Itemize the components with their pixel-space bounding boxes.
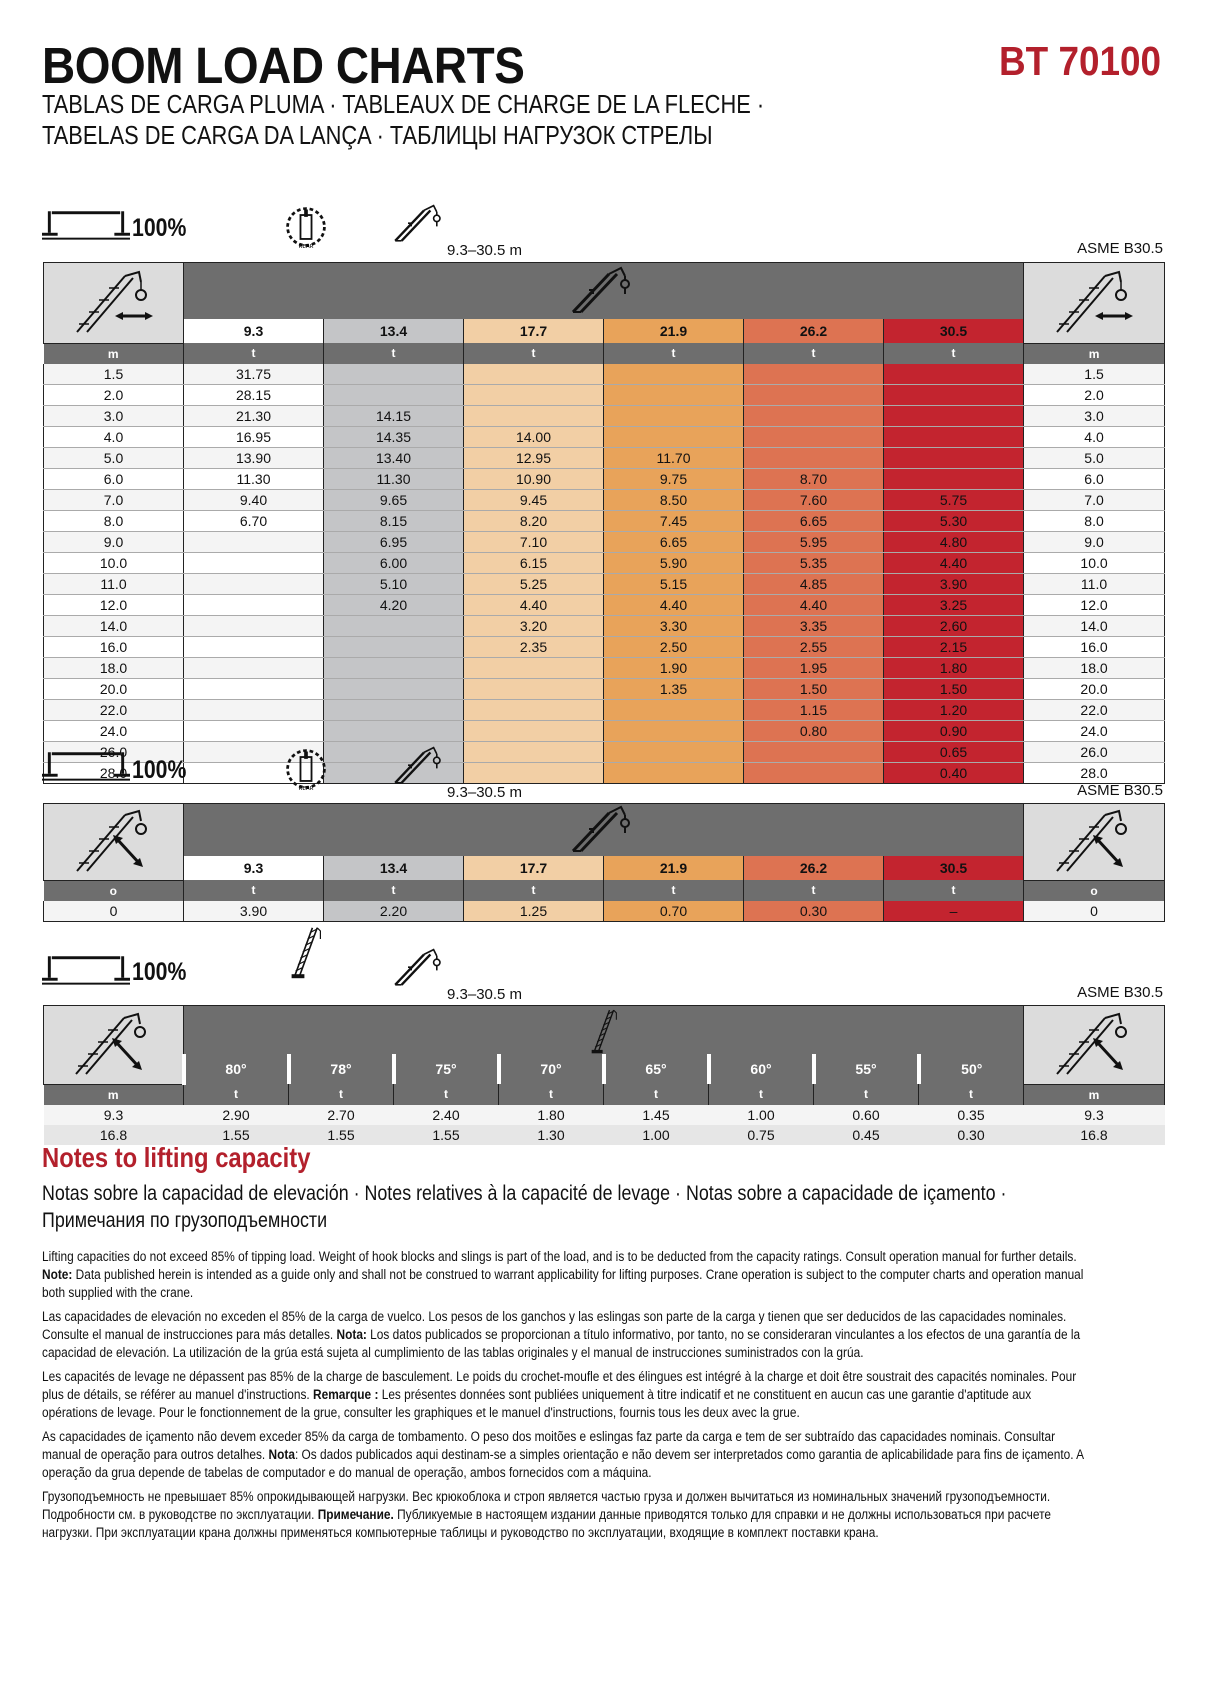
radius-cell: 5.0	[44, 447, 184, 468]
boom-length-header: 9.3	[184, 319, 324, 343]
radius-cell: 20.0	[44, 678, 184, 699]
capacity-cell: 3.90	[884, 573, 1024, 594]
capacity-cell	[464, 741, 604, 762]
radius-icon-right	[1024, 263, 1165, 344]
capacity-cell: 0.90	[884, 720, 1024, 741]
boom-length-header: 30.5	[884, 856, 1024, 880]
unit-label: t	[324, 343, 464, 364]
angle-icon-left	[44, 1006, 184, 1085]
capacity-cell: 2.20	[324, 901, 464, 922]
unit-label: t	[604, 880, 744, 901]
boom-length-header: 26.2	[744, 856, 884, 880]
capacity-cell	[184, 636, 324, 657]
capacity-cell: 0.80	[744, 720, 884, 741]
capacity-cell: 4.80	[884, 531, 1024, 552]
capacity-cell	[184, 594, 324, 615]
capacity-cell	[744, 741, 884, 762]
jib-angle-header: 75°	[394, 1054, 499, 1084]
capacity-cell: 5.15	[604, 573, 744, 594]
unit-label: t	[464, 343, 604, 364]
capacity-cell: 31.75	[184, 364, 324, 385]
table-row	[44, 720, 1165, 741]
capacity-cell: 1.25	[464, 901, 604, 922]
unit-label: t	[184, 343, 324, 364]
radius-cell: 24.0	[44, 720, 184, 741]
capacity-cell	[184, 552, 324, 573]
unit-label: m	[1024, 343, 1165, 364]
capacity-cell: 5.90	[604, 552, 744, 573]
capacity-cell: 2.35	[464, 636, 604, 657]
subtitle-line-1: TABLAS DE CARGA PLUMA · TABLEAUX DE CHARGE DE LA FLECHE ·	[42, 89, 765, 119]
capacity-cell: 5.75	[884, 489, 1024, 510]
capacity-cell	[604, 364, 744, 385]
capacity-cell: 14.00	[464, 426, 604, 447]
boom-icon	[392, 948, 448, 988]
outrigger-icon	[42, 205, 130, 241]
capacity-cell: 9.45	[464, 489, 604, 510]
boom-range: 9.3–30.5 m	[447, 242, 523, 259]
standard-label: ASME B30.5	[1077, 782, 1163, 799]
radius-cell: 16.0	[1024, 636, 1165, 657]
capacity-cell: 5.10	[324, 573, 464, 594]
boom-length-header: 30.5	[884, 319, 1024, 343]
radius-cell: 4.0	[44, 426, 184, 447]
radius-cell: 28.0	[44, 762, 184, 783]
capacity-cell	[184, 531, 324, 552]
table-row	[44, 384, 1165, 405]
table-row	[44, 510, 1165, 531]
capacity-cell	[324, 720, 464, 741]
boom-icon	[392, 746, 448, 786]
notes-subtitle-2: Примечания по грузоподъемности	[42, 1209, 328, 1232]
capacity-cell: 8.50	[604, 489, 744, 510]
capacity-cell	[324, 657, 464, 678]
capacity-cell	[324, 384, 464, 405]
angle-cell: 0	[44, 901, 184, 922]
radius-cell: 16.8	[1024, 1125, 1165, 1145]
capacity-cell: 7.45	[604, 510, 744, 531]
capacity-cell	[744, 426, 884, 447]
capacity-cell: 1.55	[184, 1125, 289, 1145]
page-title: BOOM LOAD CHARTS	[42, 37, 525, 94]
capacity-cell: 7.60	[744, 489, 884, 510]
table-row	[44, 405, 1165, 426]
radius-cell: 22.0	[44, 699, 184, 720]
note-russian: Грузоподъемность не превышает 85% опрокидывающей нагрузки. Вес крюкоблока и строп является частью груза и должен вычитаться из номинальных значений грузоподъемности. Подробности см. в руководстве по эксплуатации. Примечание. Публикуемые в настоящем издании данные приводятся только для справки и не должны использоваться при расчете нагрузки. При эксплуатации крана должны применяться компьютерные таблицы и руководство по эксплуатации, входящие в комплект поставки крана.	[42, 1489, 1051, 1540]
capacity-cell: 4.40	[604, 594, 744, 615]
capacity-cell: 0.70	[604, 901, 744, 922]
boom-length-header: 17.7	[464, 856, 604, 880]
capacity-cell: 2.70	[289, 1105, 394, 1125]
capacity-cell: 0.35	[919, 1105, 1024, 1125]
radius-cell: 4.0	[1024, 426, 1165, 447]
radius-cell: 5.0	[1024, 447, 1165, 468]
capacity-cell: 7.10	[464, 531, 604, 552]
jib-banner	[184, 1006, 1024, 1055]
boom-icon	[392, 204, 448, 244]
capacity-cell: 6.70	[184, 510, 324, 531]
table-row	[44, 447, 1165, 468]
capacity-cell: 3.20	[464, 615, 604, 636]
standard-label: ASME B30.5	[1077, 984, 1163, 1001]
capacity-cell	[604, 699, 744, 720]
capacity-cell: 11.30	[184, 468, 324, 489]
capacity-cell	[604, 384, 744, 405]
capacity-cell: 0.30	[744, 901, 884, 922]
table-row	[44, 364, 1165, 385]
note-portuguese: As capacidades de içamento não devem exceder 85% da carga de tombamento. O peso dos moitões e eslingas faz parte da carga e tem de ser subtraído das capacidades nominais. Consultar manual de operação para outros detalhes. Nota: Os dados publicados aqui destinam-se a simples orientação e não devem ser interpretados como garantia de aplicabilidade para fins de içamento. A operação da grua depende de tabelas de computador e do manual de operação, ambos fornecidos com a máquina.	[42, 1429, 1084, 1480]
unit-label: t	[394, 1084, 499, 1105]
subtitle-line-2: TABELAS DE CARGA DA LANÇA · ТАБЛИЦЫ НАГРУЗОК СТРЕЛЫ	[42, 120, 713, 150]
capacity-cell	[324, 678, 464, 699]
capacity-cell: 10.90	[464, 468, 604, 489]
table-row	[44, 573, 1165, 594]
outrigger-percent: 100%	[132, 214, 187, 242]
table-row	[44, 678, 1165, 699]
capacity-cell: –	[884, 901, 1024, 922]
unit-label: t	[604, 343, 744, 364]
radius-cell: 16.0	[44, 636, 184, 657]
capacity-cell: 1.55	[394, 1125, 499, 1145]
capacity-cell	[184, 699, 324, 720]
capacity-cell: 5.35	[744, 552, 884, 573]
boom-length-header: 21.9	[604, 319, 744, 343]
load-chart-angle	[43, 803, 1165, 922]
angle-icon-right	[1024, 1006, 1165, 1085]
radius-cell: 11.0	[1024, 573, 1165, 594]
radius-cell: 3.0	[44, 405, 184, 426]
capacity-cell: 4.40	[744, 594, 884, 615]
unit-label: t	[744, 343, 884, 364]
capacity-cell: 8.20	[464, 510, 604, 531]
unit-label: t	[184, 1084, 289, 1105]
capacity-cell: 13.40	[324, 447, 464, 468]
outrigger-percent: 100%	[132, 958, 187, 986]
capacity-cell: 6.95	[324, 531, 464, 552]
radius-cell: 2.0	[1024, 384, 1165, 405]
capacity-cell	[604, 741, 744, 762]
note-french: Les capacités de levage ne dépassent pas 85% de la charge de basculement. Le poids du crochet-moufle et des élingues est intégré à la charge et doit être soustrait des capacités nominales. Pour plus de détails, se référer au manuel d'instructions. Remarque : Les présentes données sont publiées uniquement à titre indicatif et ne constituent en aucun cas une garantie d'aptitude aux opérations de levage. Pour le fonctionnement de la grue, consulter les graphiques et le manuel d'instructions, fournis tous les deux avec la grue.	[42, 1369, 1077, 1420]
capacity-cell: 3.90	[184, 901, 324, 922]
capacity-cell	[604, 720, 744, 741]
boom-length-header: 13.4	[324, 856, 464, 880]
capacity-cell: 6.65	[744, 510, 884, 531]
capacity-cell	[464, 364, 604, 385]
unit-label: t	[919, 1084, 1024, 1105]
capacity-cell: 2.90	[184, 1105, 289, 1125]
capacity-cell: 11.30	[324, 468, 464, 489]
table-row	[44, 901, 1165, 922]
capacity-cell: 2.60	[884, 615, 1024, 636]
boom-length-header: 13.4	[324, 319, 464, 343]
jib-angle-header: 50°	[919, 1054, 1024, 1084]
table-row	[44, 1105, 1165, 1125]
boom-length-banner	[184, 804, 1024, 857]
capacity-cell: 5.95	[744, 531, 884, 552]
capacity-cell: 0.45	[814, 1125, 919, 1145]
unit-label: o	[44, 880, 184, 901]
radius-cell: 10.0	[44, 552, 184, 573]
outrigger-icon	[42, 950, 130, 986]
capacity-cell: 5.30	[884, 510, 1024, 531]
capacity-cell: 1.50	[884, 678, 1024, 699]
capacity-cell: 1.90	[604, 657, 744, 678]
outrigger-percent: 100%	[132, 756, 187, 784]
radius-cell: 14.0	[1024, 615, 1165, 636]
unit-label: t	[184, 880, 324, 901]
capacity-cell: 8.70	[744, 468, 884, 489]
radius-cell: 8.0	[1024, 510, 1165, 531]
capacity-cell: 9.65	[324, 489, 464, 510]
radius-cell: 9.0	[44, 531, 184, 552]
radius-cell: 6.0	[44, 468, 184, 489]
capacity-cell: 1.00	[709, 1105, 814, 1125]
notes-subtitle-1: Notas sobre la capacidad de elevación · Notes relatives à la capacité de levage · Notas sobre a capacidade de içamento ·	[42, 1182, 1007, 1205]
capacity-cell	[324, 699, 464, 720]
capacity-cell	[744, 762, 884, 783]
capacity-cell: 3.25	[884, 594, 1024, 615]
unit-label: t	[464, 880, 604, 901]
unit-label: m	[44, 343, 184, 364]
capacity-cell	[884, 405, 1024, 426]
capacity-cell: 1.30	[499, 1125, 604, 1145]
unit-label: t	[709, 1084, 814, 1105]
table-row	[44, 636, 1165, 657]
capacity-cell: 3.35	[744, 615, 884, 636]
radius-cell: 26.0	[1024, 741, 1165, 762]
jib-angle-header: 70°	[499, 1054, 604, 1084]
unit-label: t	[744, 880, 884, 901]
capacity-cell	[324, 636, 464, 657]
radius-icon-left	[44, 263, 184, 344]
capacity-cell	[464, 678, 604, 699]
radius-cell: 11.0	[44, 573, 184, 594]
radius-cell: 1.5	[1024, 364, 1165, 385]
rotation-icon	[283, 204, 329, 250]
capacity-cell	[604, 405, 744, 426]
capacity-cell	[184, 615, 324, 636]
notes-title: Notes to lifting capacity	[42, 1142, 311, 1173]
capacity-cell	[464, 657, 604, 678]
unit-label: m	[44, 1084, 184, 1105]
radius-cell: 12.0	[44, 594, 184, 615]
table-row	[44, 489, 1165, 510]
capacity-cell: 0.30	[919, 1125, 1024, 1145]
unit-label: t	[604, 1084, 709, 1105]
capacity-cell	[744, 384, 884, 405]
capacity-cell: 12.95	[464, 447, 604, 468]
capacity-cell: 5.25	[464, 573, 604, 594]
radius-cell: 7.0	[44, 489, 184, 510]
capacity-cell: 14.35	[324, 426, 464, 447]
capacity-cell: 4.20	[324, 594, 464, 615]
boom-range: 9.3–30.5 m	[447, 784, 523, 801]
unit-label: t	[884, 343, 1024, 364]
capacity-cell	[604, 762, 744, 783]
table-row	[44, 531, 1165, 552]
capacity-cell: 13.90	[184, 447, 324, 468]
jib-angle-header: 65°	[604, 1054, 709, 1084]
table-row	[44, 699, 1165, 720]
table-row	[44, 657, 1165, 678]
angle-icon-left	[44, 804, 184, 881]
capacity-cell: 1.35	[604, 678, 744, 699]
radius-cell: 3.0	[1024, 405, 1165, 426]
capacity-cell: 2.50	[604, 636, 744, 657]
capacity-cell: 0.75	[709, 1125, 814, 1145]
capacity-cell: 4.40	[464, 594, 604, 615]
capacity-cell	[324, 615, 464, 636]
capacity-cell: 2.55	[744, 636, 884, 657]
capacity-cell: 0.60	[814, 1105, 919, 1125]
table-row	[44, 741, 1165, 762]
capacity-cell: 11.70	[604, 447, 744, 468]
capacity-cell: 1.20	[884, 699, 1024, 720]
capacity-cell	[884, 364, 1024, 385]
radius-cell: 2.0	[44, 384, 184, 405]
boom-length-banner	[184, 263, 1024, 320]
capacity-cell: 6.65	[604, 531, 744, 552]
radius-cell: 9.3	[44, 1105, 184, 1125]
boom-range: 9.3–30.5 m	[447, 986, 523, 1003]
radius-cell: 1.5	[44, 364, 184, 385]
note-english: Lifting capacities do not exceed 85% of tipping load. Weight of hook blocks and slings is part of the load, and is to be deducted from the capacity ratings. Consult operation manual for further details. Note: Data published herein is intended as a guide only and shall not be construed to warrant applicability for lifting purposes. Crane operation is subject to the computer charts and operation manual both supplied with the crane.	[42, 1249, 1084, 1300]
radius-cell: 9.0	[1024, 531, 1165, 552]
capacity-cell	[184, 573, 324, 594]
capacity-cell	[184, 657, 324, 678]
capacity-cell: 2.40	[394, 1105, 499, 1125]
boom-length-header: 26.2	[744, 319, 884, 343]
radius-cell: 6.0	[1024, 468, 1165, 489]
radius-cell: 28.0	[1024, 762, 1165, 783]
capacity-cell	[884, 468, 1024, 489]
radius-cell: 8.0	[44, 510, 184, 531]
radius-cell: 9.3	[1024, 1105, 1165, 1125]
capacity-cell: 1.15	[744, 699, 884, 720]
capacity-cell: 6.00	[324, 552, 464, 573]
capacity-cell: 4.85	[744, 573, 884, 594]
unit-label: t	[884, 880, 1024, 901]
capacity-cell	[184, 720, 324, 741]
radius-cell: 7.0	[1024, 489, 1165, 510]
capacity-cell: 14.15	[324, 405, 464, 426]
unit-label: t	[289, 1084, 394, 1105]
outrigger-icon	[42, 746, 130, 782]
load-chart-radius	[43, 262, 1165, 784]
boom-length-header: 21.9	[604, 856, 744, 880]
capacity-cell	[464, 720, 604, 741]
radius-cell: 22.0	[1024, 699, 1165, 720]
capacity-cell	[464, 384, 604, 405]
capacity-cell: 9.40	[184, 489, 324, 510]
capacity-cell: 0.65	[884, 741, 1024, 762]
capacity-cell: 1.45	[604, 1105, 709, 1125]
angle-cell: 0	[1024, 901, 1165, 922]
boom-length-header: 9.3	[184, 856, 324, 880]
capacity-cell: 1.50	[744, 678, 884, 699]
capacity-cell: 9.75	[604, 468, 744, 489]
capacity-cell	[744, 447, 884, 468]
capacity-cell	[884, 447, 1024, 468]
capacity-cell: 1.55	[289, 1125, 394, 1145]
capacity-cell: 3.30	[604, 615, 744, 636]
table-row	[44, 762, 1165, 783]
capacity-cell	[884, 384, 1024, 405]
angle-icon-right	[1024, 804, 1165, 881]
capacity-cell: 4.40	[884, 552, 1024, 573]
table-row	[44, 615, 1165, 636]
unit-label: m	[1024, 1084, 1165, 1105]
radius-cell: 16.8	[44, 1125, 184, 1145]
capacity-cell: 16.95	[184, 426, 324, 447]
capacity-cell: 28.15	[184, 384, 324, 405]
capacity-cell	[464, 405, 604, 426]
jib-angle-header: 60°	[709, 1054, 814, 1084]
unit-label: t	[499, 1084, 604, 1105]
capacity-cell: 1.80	[884, 657, 1024, 678]
model-name: BT 70100	[998, 38, 1161, 84]
capacity-cell: 1.80	[499, 1105, 604, 1125]
capacity-cell: 1.95	[744, 657, 884, 678]
radius-cell: 20.0	[1024, 678, 1165, 699]
rotation-icon	[283, 746, 329, 792]
table-row	[44, 426, 1165, 447]
unit-label: t	[814, 1084, 919, 1105]
capacity-cell	[744, 405, 884, 426]
capacity-cell: 0.40	[884, 762, 1024, 783]
radius-cell: 14.0	[44, 615, 184, 636]
capacity-cell	[184, 678, 324, 699]
unit-label: o	[1024, 880, 1165, 901]
capacity-cell	[744, 364, 884, 385]
capacity-cell: 8.15	[324, 510, 464, 531]
capacity-cell: 2.15	[884, 636, 1024, 657]
radius-cell: 24.0	[1024, 720, 1165, 741]
table-row	[44, 594, 1165, 615]
lattice-jib-icon	[290, 920, 322, 982]
load-chart-jib	[43, 1005, 1165, 1145]
jib-angle-header: 55°	[814, 1054, 919, 1084]
capacity-cell: 1.00	[604, 1125, 709, 1145]
unit-label: t	[324, 880, 464, 901]
radius-cell: 12.0	[1024, 594, 1165, 615]
radius-cell: 26.0	[44, 741, 184, 762]
capacity-cell	[324, 364, 464, 385]
radius-cell: 18.0	[44, 657, 184, 678]
standard-label: ASME B30.5	[1077, 240, 1163, 257]
capacity-cell	[884, 426, 1024, 447]
capacity-cell	[464, 699, 604, 720]
jib-angle-header: 80°	[184, 1054, 289, 1084]
table-row	[44, 468, 1165, 489]
capacity-cell: 6.15	[464, 552, 604, 573]
note-spanish: Las capacidades de elevación no exceden el 85% de la carga de vuelco. Los pesos de los ganchos y las eslingas son parte de la carga y tienen que ser deducidos de las capacidades nominales. Consulte el manual de instrucciones para más detalles. Nota: Los datos publicados se proporcionan a título informativo, por tanto, no se consideraran vinculantes a los efectos de una garantía de la capacidad de elevación. La utilización de la grúa está sujeta al cumplimiento de las tablas originales y el manual de instrucciones suministrados con la grúa.	[42, 1309, 1081, 1360]
jib-angle-header: 78°	[289, 1054, 394, 1084]
capacity-cell	[604, 426, 744, 447]
radius-cell: 18.0	[1024, 657, 1165, 678]
table-row	[44, 552, 1165, 573]
boom-length-header: 17.7	[464, 319, 604, 343]
radius-cell: 10.0	[1024, 552, 1165, 573]
capacity-cell: 21.30	[184, 405, 324, 426]
capacity-cell	[464, 762, 604, 783]
